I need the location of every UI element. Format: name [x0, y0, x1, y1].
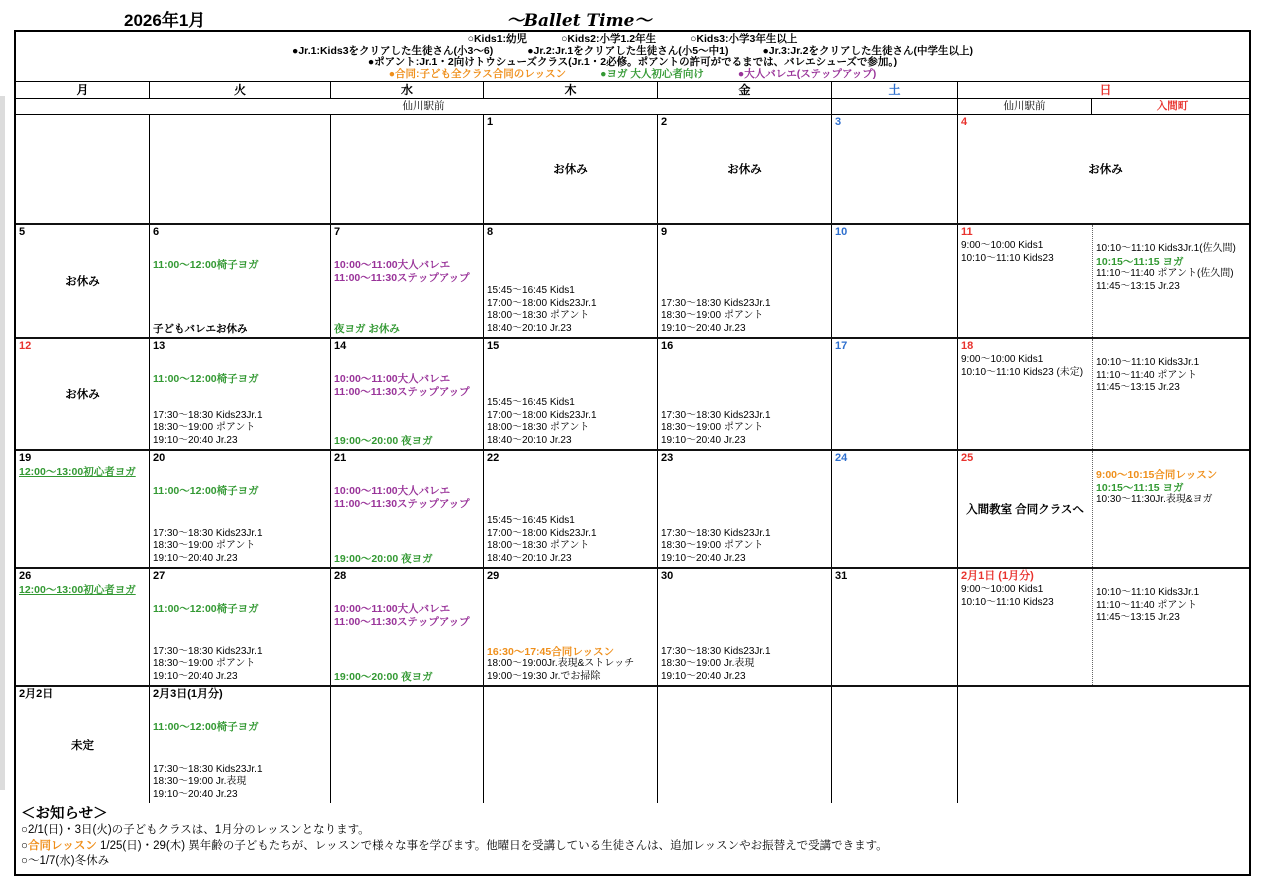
event: 18:30〜19:00 ポアント	[153, 422, 256, 433]
day-cell	[16, 451, 150, 567]
title-row	[14, 6, 1251, 30]
date-number: 19	[19, 452, 32, 464]
day-cell	[484, 451, 658, 567]
event: 10:10〜11:10 Kids23	[961, 252, 1054, 264]
event: 16:30〜17:45合同レッスン	[487, 645, 615, 658]
event: 17:30〜18:30 Kids23Jr.1	[661, 527, 771, 539]
events-bottom	[334, 323, 480, 336]
page-edge	[0, 96, 5, 790]
event: 18:00〜18:30 ポアント	[487, 422, 590, 433]
date-number: 4	[961, 116, 968, 128]
event: 9:00〜10:15合同レッスン	[1096, 469, 1218, 481]
date-number: 1	[487, 116, 494, 128]
event: 18:30〜19:00 ポアント	[661, 422, 764, 433]
event: 12:00〜13:00初心者ヨガ	[19, 466, 136, 478]
events-top	[961, 240, 1089, 265]
event: 11:45〜13:15 Jr.23	[1096, 280, 1180, 292]
events-bottom	[661, 410, 828, 448]
legend-item: ●Jr.2:Jr.1をクリアした生徒さん(小5〜中1)	[527, 44, 729, 57]
event: 10:10〜11:10 Kids23	[961, 596, 1054, 608]
event: 10:15〜11:15 ヨガ	[1096, 481, 1184, 494]
event: 9:00〜10:00 Kids1	[961, 584, 1044, 595]
event: 10:10〜11:10 Kids3Jr.1	[1096, 587, 1200, 598]
event: 10:15〜11:15 ヨガ	[1096, 255, 1184, 268]
events-mid	[334, 485, 480, 510]
events-bottom	[334, 553, 480, 566]
date-number: 8	[487, 226, 494, 238]
event: 19:00〜19:30 Jr.でお掃除	[487, 670, 601, 682]
notice-segment: ○〜1/7(水)冬休み	[21, 855, 110, 867]
center-label: お休み	[65, 389, 100, 401]
events-bottom	[334, 435, 480, 448]
day-cell	[832, 569, 958, 685]
events-top	[1096, 357, 1250, 395]
event: 11:45〜13:15 Jr.23	[1096, 382, 1180, 393]
date-number: 21	[334, 452, 347, 464]
notice-segment: ○	[21, 839, 28, 852]
day-cell	[1092, 225, 1253, 337]
event: 9:00〜10:00 Kids1	[961, 240, 1044, 251]
event: 10:10〜11:10 Kids3Jr.1(佐久間)	[1096, 243, 1236, 254]
event: 11:45〜13:15 Jr.23	[1096, 612, 1180, 623]
day-cell	[331, 339, 484, 449]
day-cell	[1092, 451, 1253, 567]
events-bottom	[487, 285, 654, 335]
date-number: 30	[661, 570, 674, 582]
events-mid	[153, 373, 327, 386]
event: 19:00〜20:00 夜ヨガ	[334, 434, 433, 447]
day-cell	[16, 339, 150, 449]
event: 17:30〜18:30 Kids23Jr.1	[153, 763, 263, 775]
day-cell	[150, 569, 331, 685]
date-number: 20	[153, 452, 166, 464]
events-bottom	[661, 646, 828, 684]
events-top	[1096, 587, 1250, 625]
day-header: 日	[1099, 83, 1112, 97]
week-row	[16, 687, 1249, 803]
events-bottom	[487, 397, 654, 447]
center-label: お休み	[727, 164, 762, 176]
event: 18:40〜20:10 Jr.23	[487, 434, 572, 446]
events-bottom	[661, 528, 828, 566]
event: 19:10〜20:40 Jr.23	[153, 788, 238, 800]
week-row	[16, 569, 1249, 687]
event: 18:30〜19:00 ポアント	[153, 540, 256, 551]
day-cell	[958, 687, 1253, 803]
day-cell	[150, 687, 331, 803]
date-number: 9	[661, 226, 668, 238]
day-cell	[1092, 569, 1253, 685]
event: 19:10〜20:40 Jr.23	[661, 434, 746, 446]
day-cell	[150, 115, 331, 223]
event: 19:00〜20:00 夜ヨガ	[334, 670, 433, 683]
events-bottom	[153, 764, 327, 802]
day-header: 金	[658, 82, 832, 98]
events-top	[961, 354, 1089, 379]
day-cell	[484, 115, 658, 223]
event: 18:30〜19:00 ポアント	[661, 310, 764, 321]
day-header: 水	[331, 82, 484, 98]
notice-lines	[21, 823, 1244, 870]
events-top	[961, 584, 1089, 609]
day-header: 月	[16, 82, 150, 98]
notice-line	[21, 839, 1244, 855]
events-top	[1096, 469, 1250, 507]
day-cell	[658, 687, 832, 803]
legend-item: ●ポアント:Jr.1・2向けトウシューズクラス(Jr.1・2必修。ポアントの許可がでるまでは、バレエシューズで参加。)	[367, 56, 898, 68]
day-cell	[832, 451, 958, 567]
calendar-title: 〜Ballet Time〜	[506, 11, 652, 31]
day-cell	[484, 339, 658, 449]
event: 11:10〜11:40 ポアント	[1096, 369, 1197, 381]
events-top	[19, 466, 146, 479]
event: 11:10〜11:40 ポアント	[1096, 599, 1197, 611]
event: 10:10〜11:10 Kids23 (未定)	[961, 366, 1084, 378]
center-label: 入間教室 合同クラスへ	[966, 504, 1084, 516]
event: 17:30〜18:30 Kids23Jr.1	[153, 409, 263, 421]
day-cell	[658, 569, 832, 685]
location-row	[16, 99, 1249, 115]
event: 12:00〜13:00初心者ヨガ	[19, 584, 136, 596]
day-cell	[150, 225, 331, 337]
event: 19:10〜20:40 Jr.23	[153, 552, 238, 564]
event: 17:30〜18:30 Kids23Jr.1	[153, 527, 263, 539]
event: 夜ヨガ お休み	[334, 322, 400, 335]
date-number: 12	[19, 340, 32, 352]
day-cell	[16, 569, 150, 685]
calendar-weeks	[16, 115, 1249, 803]
events-bottom	[661, 298, 828, 336]
legend-item: ●合同:子ども全クラス合同のレッスン	[388, 67, 567, 80]
legend-item: ●Jr.3:Jr.2をクリアした生徒さん(中学生以上)	[762, 44, 973, 57]
legend-line	[16, 57, 1249, 69]
event: 17:00〜18:00 Kids23Jr.1	[487, 409, 597, 421]
day-cell	[16, 225, 150, 337]
notice-line	[21, 823, 1244, 839]
events-top	[1096, 243, 1250, 293]
events-mid	[334, 373, 480, 398]
day-header: 土	[832, 82, 958, 98]
day-cell	[331, 115, 484, 223]
event: 11:00〜11:30ステップアップ	[334, 497, 470, 510]
notices-title: ＜お知らせ＞	[21, 806, 108, 822]
event: 19:10〜20:40 Jr.23	[661, 552, 746, 564]
day-cell	[658, 339, 832, 449]
day-cell	[958, 339, 1092, 449]
event: 19:10〜20:40 Jr.23	[661, 322, 746, 334]
day-cell	[958, 451, 1092, 567]
week-row	[16, 115, 1249, 225]
date-number: 16	[661, 340, 674, 352]
event: 18:40〜20:10 Jr.23	[487, 552, 572, 564]
events-mid	[334, 603, 480, 628]
date-number: 25	[961, 452, 974, 464]
event: 10:00〜11:00大人バレエ	[334, 603, 451, 615]
legend-item: ●Jr.1:Kids3をクリアした生徒さん(小3〜6)	[292, 44, 494, 57]
day-cell	[16, 115, 150, 223]
event: 17:00〜18:00 Kids23Jr.1	[487, 527, 597, 539]
center-label: お休み	[1088, 164, 1123, 176]
event: 18:00〜18:30 ポアント	[487, 540, 590, 551]
notice-segment: ○2/1(日)・3日(火)の子どもクラスは、1月分のレッスンとなります。	[21, 824, 370, 836]
event: 11:00〜12:00椅子ヨガ	[153, 373, 259, 385]
events-bottom	[153, 528, 327, 566]
location-weekday: 仙川駅前	[16, 99, 832, 114]
event: 10:30〜11:30Jr.表現&ヨガ	[1096, 494, 1213, 505]
date-number: 13	[153, 340, 166, 352]
events-bottom	[153, 410, 327, 448]
day-cell	[331, 569, 484, 685]
events-bottom	[334, 671, 480, 684]
day-cell	[484, 569, 658, 685]
event: 15:45〜16:45 Kids1	[487, 285, 575, 296]
events-bottom	[487, 515, 654, 565]
event: 17:30〜18:30 Kids23Jr.1	[153, 645, 263, 657]
event: 10:00〜11:00大人バレエ	[334, 373, 451, 385]
date-number: 2月2日	[19, 688, 54, 700]
date-number: 26	[19, 570, 32, 582]
date-number: 29	[487, 570, 500, 582]
event: 11:00〜11:30ステップアップ	[334, 385, 470, 398]
events-mid	[334, 259, 480, 284]
day-cell	[658, 225, 832, 337]
event: 9:00〜10:00 Kids1	[961, 354, 1044, 365]
calendar-body	[14, 30, 1251, 876]
date-number: 27	[153, 570, 166, 582]
day-cell	[484, 687, 658, 803]
day-cell	[658, 451, 832, 567]
event: 17:30〜18:30 Kids23Jr.1	[661, 645, 771, 657]
event: 18:30〜19:00 Jr.表現	[153, 776, 247, 787]
center-label: お休み	[553, 164, 588, 176]
day-cell	[958, 115, 1253, 223]
event: 17:30〜18:30 Kids23Jr.1	[661, 297, 771, 309]
notice-segment: 合同レッスン	[27, 839, 97, 852]
day-cell	[331, 225, 484, 337]
day-cell	[658, 115, 832, 223]
date-number: 3	[835, 116, 842, 128]
events-mid	[153, 259, 327, 272]
ballet-schedule-calendar	[14, 6, 1251, 876]
event: 19:10〜20:40 Jr.23	[153, 670, 238, 682]
event: 11:00〜12:00椅子ヨガ	[153, 485, 259, 497]
date-number: 5	[19, 226, 26, 238]
center-label: お休み	[65, 276, 100, 288]
legend	[16, 32, 1249, 82]
events-mid	[153, 485, 327, 498]
date-number: 2	[661, 116, 668, 128]
event: 19:10〜20:40 Jr.23	[661, 670, 746, 682]
day-header-row	[16, 82, 1249, 99]
event: 18:30〜19:00 ポアント	[661, 540, 764, 551]
day-cell	[958, 569, 1092, 685]
center-label: 未定	[71, 740, 94, 752]
location-sunday-irima: 入間町	[1156, 100, 1189, 112]
date-number: 31	[835, 570, 848, 582]
event: 11:00〜12:00椅子ヨガ	[153, 603, 259, 615]
event: 15:45〜16:45 Kids1	[487, 397, 575, 408]
legend-item: ●大人バレエ(ステップアップ)	[737, 67, 877, 80]
events-bottom	[153, 323, 327, 336]
event: 11:00〜12:00椅子ヨガ	[153, 721, 259, 733]
event: 18:30〜19:00 ポアント	[153, 658, 256, 669]
day-header: 火	[150, 82, 331, 98]
event: 11:00〜12:00椅子ヨガ	[153, 259, 259, 271]
event: 10:00〜11:00大人バレエ	[334, 485, 451, 497]
event: 18:00〜19:00Jr.表現&ストレッチ	[487, 658, 635, 669]
legend-line	[16, 69, 1249, 81]
legend-item: ○Kids3:小学3年生以上	[690, 33, 798, 45]
legend-item: ○Kids2:小学1.2年生	[561, 33, 657, 45]
notice-line	[21, 854, 1244, 870]
date-number: 24	[835, 452, 848, 464]
week-row	[16, 225, 1249, 339]
event: 18:00〜18:30 ポアント	[487, 310, 590, 321]
event: 17:30〜18:30 Kids23Jr.1	[661, 409, 771, 421]
events-bottom	[153, 646, 327, 684]
date-number: 23	[661, 452, 674, 464]
event: 11:10〜11:40 ポアント(佐久間)	[1096, 268, 1234, 279]
day-cell	[16, 687, 150, 803]
day-cell	[958, 225, 1092, 337]
day-cell	[484, 225, 658, 337]
event: 17:00〜18:00 Kids23Jr.1	[487, 297, 597, 309]
event: 19:00〜20:00 夜ヨガ	[334, 552, 433, 565]
week-row	[16, 451, 1249, 569]
day-cell	[150, 339, 331, 449]
events-top	[19, 584, 146, 597]
day-cell	[832, 687, 958, 803]
day-cell	[832, 339, 958, 449]
event: 10:10〜11:10 Kids3Jr.1	[1096, 357, 1200, 368]
event: 18:30〜19:00 Jr.表現	[661, 658, 755, 669]
date-number: 28	[334, 570, 347, 582]
event: 10:00〜11:00大人バレエ	[334, 259, 451, 271]
date-number: 22	[487, 452, 500, 464]
month-title: 2026年1月	[124, 11, 206, 30]
event: 19:10〜20:40 Jr.23	[153, 434, 238, 446]
event: 子どもバレエお休み	[153, 322, 248, 335]
legend-item: ●ヨガ 大人初心者向け	[600, 67, 704, 80]
date-number: 10	[835, 226, 848, 238]
date-number: 2月3日(1月分)	[153, 688, 223, 700]
day-header: 木	[484, 82, 658, 98]
notice-segment: 1/25(日)・29(木) 異年齢の子どもたちが、レッスンで様々な事を学びます。他曜日を受講している生徒さんは、追加レッスンやお振替えで受講できます。	[96, 839, 888, 852]
event: 18:40〜20:10 Jr.23	[487, 322, 572, 334]
event: 15:45〜16:45 Kids1	[487, 515, 575, 526]
location-sunday-sengawa: 仙川駅前	[958, 99, 1092, 114]
notices	[16, 803, 1249, 874]
date-number: 2月1日 (1月分)	[961, 570, 1034, 582]
location-saturday	[832, 99, 958, 114]
event: 11:00〜11:30ステップアップ	[334, 615, 470, 628]
day-cell	[331, 687, 484, 803]
day-cell	[150, 451, 331, 567]
day-cell	[331, 451, 484, 567]
week-row	[16, 339, 1249, 451]
event: 11:00〜11:30ステップアップ	[334, 271, 470, 284]
date-number: 11	[961, 226, 973, 238]
day-cell	[832, 115, 958, 223]
date-number: 6	[153, 226, 160, 238]
legend-line	[16, 34, 1249, 46]
date-number: 7	[334, 226, 341, 238]
events-mid	[153, 603, 327, 616]
events-mid	[153, 721, 327, 734]
events-bottom	[487, 646, 654, 684]
date-number: 17	[835, 340, 848, 352]
legend-item: ○Kids1:幼児	[467, 33, 528, 45]
day-cell	[1092, 339, 1253, 449]
date-number: 18	[961, 340, 974, 352]
date-number: 14	[334, 340, 347, 352]
day-cell	[832, 225, 958, 337]
date-number: 15	[487, 340, 500, 352]
